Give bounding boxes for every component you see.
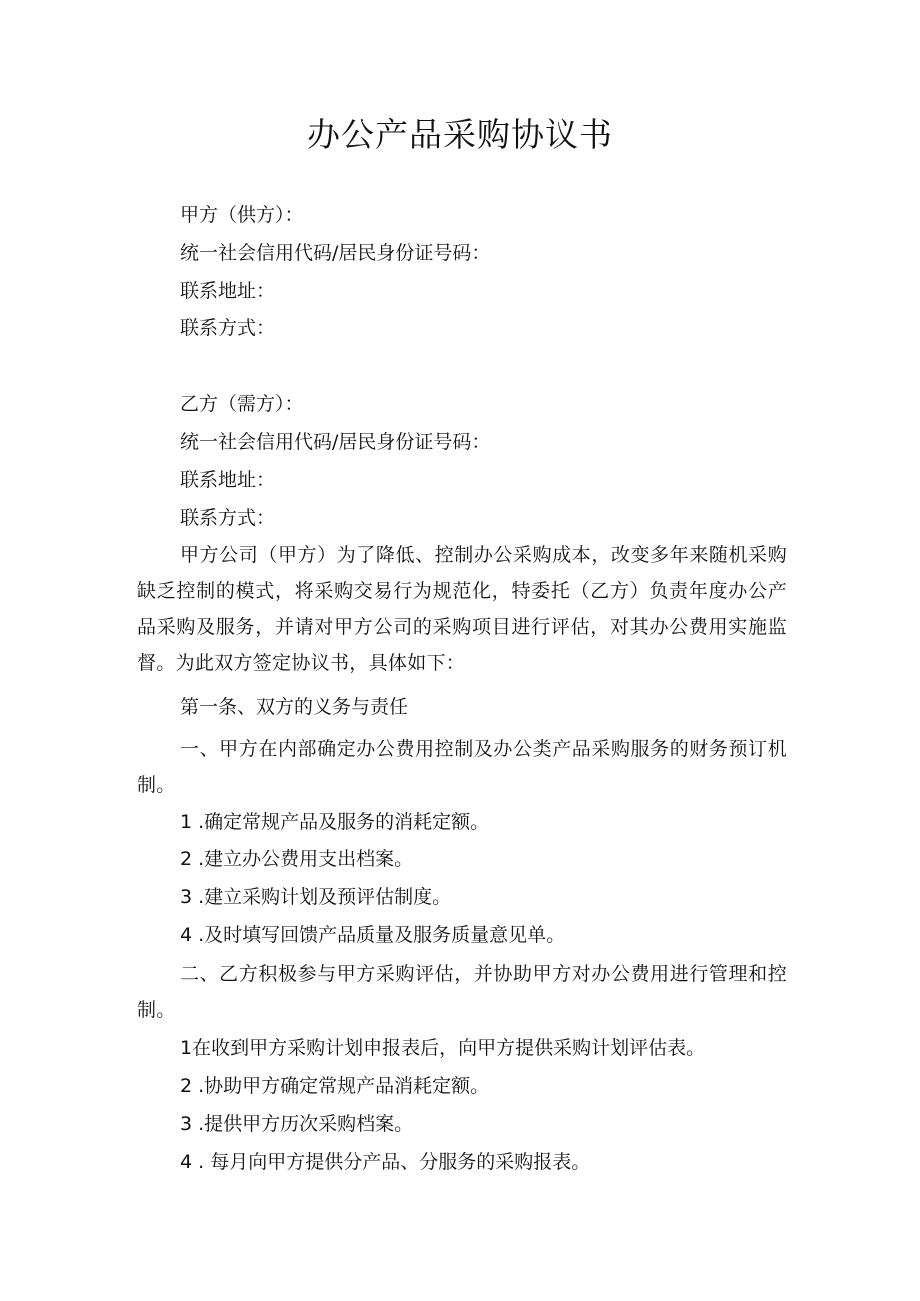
party-a-address: 联系地址： — [180, 280, 276, 302]
section-1-item: 1 .确定常规产品及服务的消耗定额。 — [180, 811, 490, 833]
section-1-item: 3 .建立采购计划及预评估制度。 — [180, 886, 452, 908]
party-a-credit-code: 统一社会信用代码/居民身份证号码： — [180, 242, 491, 264]
party-b-address: 联系地址： — [180, 469, 276, 491]
document-title: 办公产品采购协议书 — [307, 115, 613, 154]
section-2-item: 1在收到甲方采购计划申报表后，向甲方提供采购计划评估表。 — [180, 1037, 706, 1059]
section-2-item: 4 . 每月向甲方提供分产品、分服务的采购报表。 — [180, 1151, 591, 1173]
party-a-contact: 联系方式： — [180, 317, 276, 339]
party-b-contact: 联系方式： — [180, 507, 276, 529]
intro-paragraph: 甲方公司（甲方）为了降低、控制办公采购成本，改变多年来随机采购缺乏控制的模式，将采购交易行为规范化，特委托（乙方）负责年度办公产品采购及服务，并请对甲方公司的采购项目进行评估，对其办公费用实施监督。为此双方签定协议书，具体如下： — [137, 544, 787, 674]
article-1-heading: 第一条、双方的义务与责任 — [180, 696, 409, 718]
section-1-item: 2 .建立办公费用支出档案。 — [180, 848, 414, 870]
party-b-credit-code: 统一社会信用代码/居民身份证号码： — [180, 431, 491, 453]
section-2-item: 3 .提供甲方历次采购档案。 — [180, 1113, 414, 1135]
article-1-section-1: 一、甲方在内部确定办公费用控制及办公类产品采购服务的财务预订机制。 — [137, 738, 787, 796]
section-1-item: 4 .及时填写回馈产品质量及服务质量意见单。 — [180, 924, 566, 946]
article-1-section-2: 二、乙方积极参与甲方采购评估，并协助甲方对办公费用进行管理和控制。 — [137, 963, 787, 1021]
section-2-item: 2 .协助甲方确定常规产品消耗定额。 — [180, 1075, 490, 1097]
party-a-label: 甲方（供方）： — [180, 204, 304, 226]
party-b-label: 乙方（需方）： — [180, 393, 304, 415]
